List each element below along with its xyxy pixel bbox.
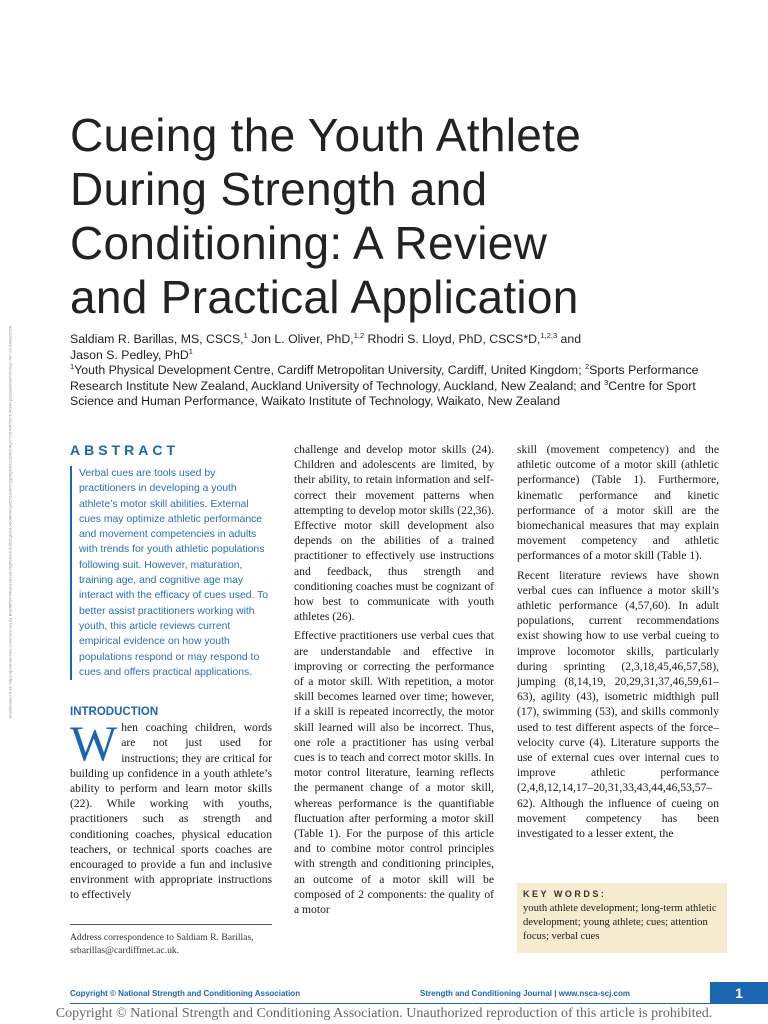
affiliation-text: Science and Human Performance, Waikato Institute of Technology, Waikato, New Zealand [70,394,561,408]
keywords-box [517,883,727,953]
affiliation-text: Sports Performance [589,363,699,377]
download-notice: Downloaded from https://journals.lww.com/nsca-scj by BhDMf5ePHKav1zEoum1tQfN4a+kJLhEZgbsIHo4XMi0hCywCX1AWnYQp/IlQrHD3i3D0OdRyi7TvSFl4Cf3VC4/OAVpDDa8KKGKV0Ymy+78= on 04/06/2026 [7,325,13,719]
column-middle [294,442,494,917]
page-footer [0,982,768,1004]
author-conjunction: and [557,332,582,346]
affiliation-marker: 1 [70,361,75,371]
author-block [70,332,730,410]
article-title [70,108,730,324]
abstract-body: Verbal cues are tools used by practitioners in developing a youth athlete’s motor skill abilities. External cues may optimize athletic performance and movement competencies in adults with trends for youth athletic populations following suit. However, maturation, training age, and cognitive age may interact with the efficacy of cues used. To better assist practitioners working with youth, this article reviews current empirical evidence on how youth populations respond or may respond to cues and offers practical applications. [70,466,272,680]
correspondence-note: Address correspondence to Saldiam R. Barillas, srbarillas@cardiffmet.ac.uk. [70,924,272,957]
body-paragraph: Recent literature reviews have shown verbal cues can influence a motor skill’s athletic performance (4,57,60). In adult populations, current recommendations exist showing how to use verbal cueing to improve locomotor skills, particularly during sprinting (2,3,18,45,46,57,58), jumping (8,14,19, 20,29,31,37,46,59,61–63), agility (43), isometric midthigh pull (17), swimming (53), and skills commonly used to test different aspects of the force–velocity curve (4). Literature supports the use of external cues over internal cues to improve athletic performance (2,4,8,12,14,17–20,31,33,43,44,46,53,57–62). Although the influence of cueing on movement competency has been investigated to a lesser extent, the [517,568,719,841]
body-paragraph: challenge and develop motor skills (24). Children and adolescents are limited, by their ability, to retain information and self-correct their movement patterns when attempting to develop motor skills (22,36). Effective motor skill development also depends on the abilities of a trained practitioner to effectively use instructions and feedback, thus strength and conditioning coaches must be cognizant of how best to communicate with youth athletes (26). [294,443,494,624]
introduction-paragraph [70,715,272,902]
title-line: and Practical Application [70,271,579,323]
affiliation-marker: 1 [243,330,248,340]
body-paragraph: skill (movement competency) and the athletic outcome of a motor skill (athletic performance) (Table 1). Furthermore, kinematic performance and kinetic performance of a motor skill are the biomechanical measures that may explain movement competency and athletic performances of a motor skill (Table 1). [517,443,719,563]
title-line: Conditioning: A Review [70,217,548,269]
body-paragraph: Effective practitioners use verbal cues that are understandable and effective in improving or correcting the performance of a motor skill. With repetition, a motor skill becomes learned over time; however, if a skill is repeated incorrectly, the motor skill learned will also be incorrect. Thus, one role a practitioner has using verbal cues is to teach and correct motor skills. In motor control literature, learning reflects the permanent change of a motor skill, whereas performance is the quantifiable fluctuation after performing a motor skill (Table 1). For the purpose of this article and to combine motor control principles with strength and conditioning principles, an outcome of a motor skill will be composed of 2 components: the quality of a motor [294,629,494,917]
keywords-list: youth athlete development; long-term athletic development; young athlete; cues; attention focus; verbal cues [523,903,717,942]
column-left [70,442,272,903]
title-line: During Strength and [70,163,488,215]
affiliation-text: Research Institute New Zealand, Auckland University of Technology, Auckland, New Zealand; and [70,378,605,393]
affiliation-line-1 [70,363,730,379]
author-name: Jason S. Pedley, PhD [70,347,189,362]
author-name: Saldiam R. Barillas, MS, CSCS, [70,332,244,346]
column-right [517,442,719,841]
copyright-watermark: Copyright © National Strength and Conditioning Association. Unauthorized reproduction of this article is prohibited. [55,1006,713,1021]
author-name: Jon L. Oliver, PhD, [247,332,354,346]
journal-website[interactable]: www.nsca-scj.com [558,989,631,998]
title-line: Cueing the Youth Athlete [70,109,582,161]
affiliation-marker: 3 [604,377,609,387]
affiliation-marker: 1,2,3 [540,330,558,340]
affiliation-line-2 [70,379,730,395]
affiliation-marker: 1 [188,346,193,356]
keywords-heading: KEY WORDS: [523,889,607,899]
introduction-heading: INTRODUCTION [70,706,159,719]
introduction-text: hen coaching children, words are not just used for instructions; they are critical for building up confidence in a youth athlete’s ability to perform and learn motor skills (22). While working with youths, practitioners such as strength and conditioning coaches, physical education teachers, or technical sports coaches are encouraged to provide a fun and inclusive environment with appropriate instructions to effectively [70,721,272,902]
affiliation-marker: 1,2 [353,330,365,340]
affiliation-text: Youth Physical Development Centre, Cardiff Metropolitan University, Cardiff, United Kingdom; [74,363,585,377]
author-line-2 [70,348,730,364]
author-line-1 [70,332,730,348]
abstract-heading: ABSTRACT [70,442,179,458]
footer-copyright: Copyright © National Strength and Conditioning Association [70,989,301,998]
footer-journal: Strength and Conditioning Journal | www.nsca-scj.com [420,989,631,998]
author-name: Rhodri S. Lloyd, PhD, CSCS*D, [364,332,541,346]
drop-cap: W [70,715,118,772]
affiliation-text: Centre for Sport [608,378,696,393]
affiliation-marker: 2 [584,361,590,371]
page-number: 1 [710,982,768,1004]
journal-name: Strength and Conditioning Journal [420,989,552,998]
affiliation-line-3 [70,394,730,410]
